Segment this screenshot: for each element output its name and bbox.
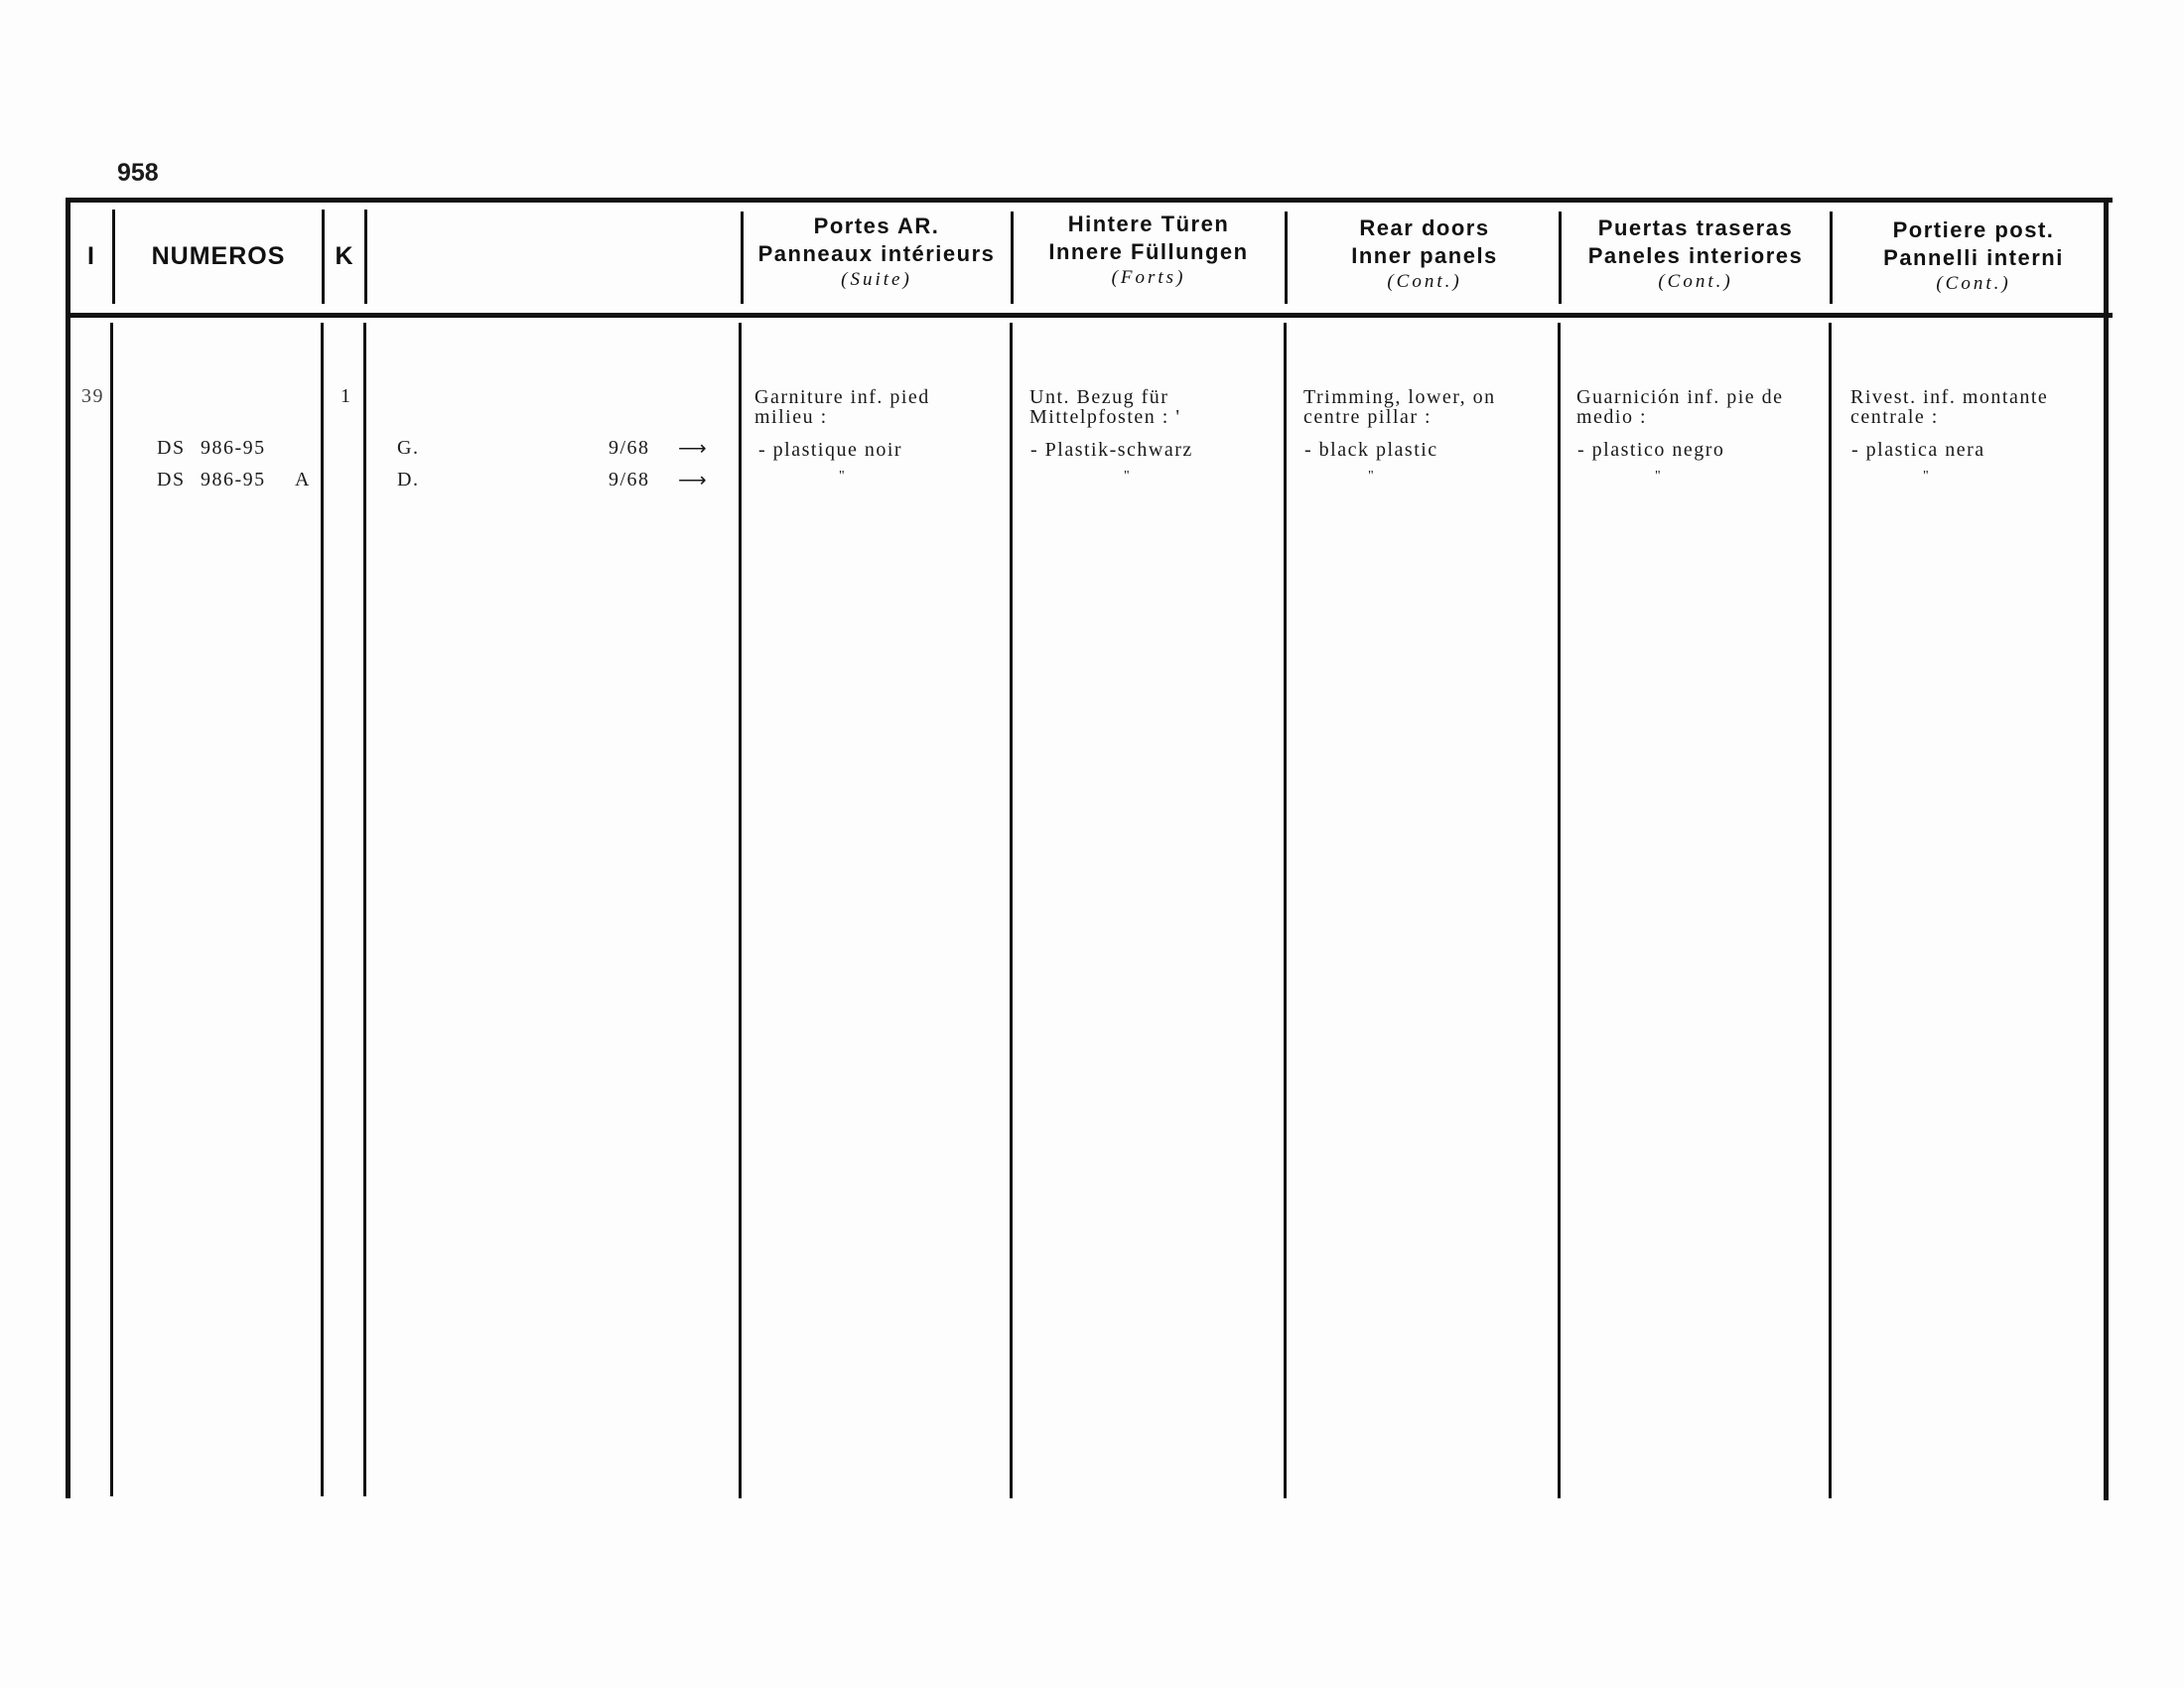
part-suffix: A <box>295 469 311 491</box>
header-english-line1: Rear doors <box>1359 215 1490 240</box>
header-english <box>1296 214 1554 294</box>
header-col-k: K <box>335 242 354 270</box>
group-index: 39 <box>81 385 104 407</box>
ditto-italian: " <box>1923 469 1931 484</box>
group-title-english-line2: centre pillar : <box>1303 406 1433 428</box>
body-divider-7 <box>1558 323 1561 1498</box>
header-divider-6 <box>1285 211 1288 304</box>
header-divider-4 <box>741 211 744 304</box>
part-prefix: DS <box>157 469 186 491</box>
header-german <box>1020 211 1278 290</box>
header-divider-7 <box>1559 211 1562 304</box>
body-divider-4 <box>739 323 742 1498</box>
header-spanish-line1: Puertas traseras <box>1597 215 1794 240</box>
header-german-line1: Hintere Türen <box>1067 211 1230 236</box>
description-italian: - plastica nera <box>1851 439 1985 461</box>
body-divider-2 <box>321 323 324 1496</box>
header-italian-line2: Pannelli interni <box>1883 245 2064 270</box>
header-italian-line1: Portiere post. <box>1892 217 2055 242</box>
description-english: - black plastic <box>1304 439 1438 461</box>
group-title-italian-line1: Rivest. inf. montante <box>1850 386 2049 408</box>
table-left-border <box>66 198 70 1498</box>
table-right-border <box>2104 198 2109 1500</box>
header-french-line2: Panneaux intérieurs <box>757 241 996 266</box>
part-number: 986-95 <box>201 437 266 459</box>
header-bottom-border <box>69 313 2113 318</box>
header-divider-8 <box>1830 211 1833 304</box>
body-divider-8 <box>1829 323 1832 1498</box>
side-code: G. <box>397 437 420 459</box>
body-divider-1 <box>110 323 113 1496</box>
description-german: - Plastik-schwarz <box>1030 439 1193 461</box>
arrow-right-icon: ⟶ <box>678 470 707 492</box>
description-spanish: - plastico negro <box>1577 439 1725 461</box>
header-english-line3: (Cont.) <box>1387 271 1462 292</box>
header-col-i: I <box>87 242 95 270</box>
body-divider-3 <box>363 323 366 1496</box>
group-title-french-line1: Garniture inf. pied <box>754 386 930 408</box>
body-divider-5 <box>1010 323 1013 1498</box>
part-prefix: DS <box>157 437 186 459</box>
header-french-line3: (Suite) <box>841 269 912 290</box>
ditto-english: " <box>1368 469 1376 484</box>
header-german-line3: (Forts) <box>1111 267 1186 288</box>
ditto-german: " <box>1124 469 1132 484</box>
header-divider-3 <box>364 210 367 304</box>
arrow-right-icon: ⟶ <box>678 438 707 460</box>
header-col-numeros: NUMEROS <box>151 242 286 270</box>
description-french: - plastique noir <box>758 439 903 461</box>
group-title-french-line2: milieu : <box>754 406 828 428</box>
group-title-italian-line2: centrale : <box>1850 406 1939 428</box>
ditto-spanish: " <box>1655 469 1663 484</box>
header-spanish-line2: Paneles interiores <box>1587 243 1804 268</box>
header-french-line1: Portes AR. <box>813 213 940 238</box>
effective-date: 9/68 <box>609 469 650 491</box>
ditto-french: " <box>839 469 847 484</box>
header-english-line2: Inner panels <box>1351 243 1498 268</box>
header-italian-line3: (Cont.) <box>1936 273 2011 294</box>
group-title-german-line1: Unt. Bezug für <box>1029 386 1169 408</box>
part-number: 986-95 <box>201 469 266 491</box>
header-divider-5 <box>1011 211 1014 304</box>
group-title-spanish-line1: Guarnición inf. pie de <box>1576 386 1784 408</box>
group-title-german-line2: Mittelpfosten : ' <box>1029 406 1181 428</box>
body-divider-6 <box>1284 323 1287 1498</box>
page-number: 958 <box>117 159 159 187</box>
header-spanish <box>1567 214 1825 294</box>
group-k: 1 <box>341 385 352 407</box>
effective-date: 9/68 <box>609 437 650 459</box>
header-spanish-line3: (Cont.) <box>1658 271 1733 292</box>
header-german-line2: Innere Füllungen <box>1048 239 1249 264</box>
header-french <box>748 212 1006 292</box>
group-title-spanish-line2: medio : <box>1576 406 1648 428</box>
group-title-english-line1: Trimming, lower, on <box>1303 386 1496 408</box>
header-italian <box>1844 216 2103 296</box>
table-top-border <box>68 198 2113 203</box>
side-code: D. <box>397 469 420 491</box>
